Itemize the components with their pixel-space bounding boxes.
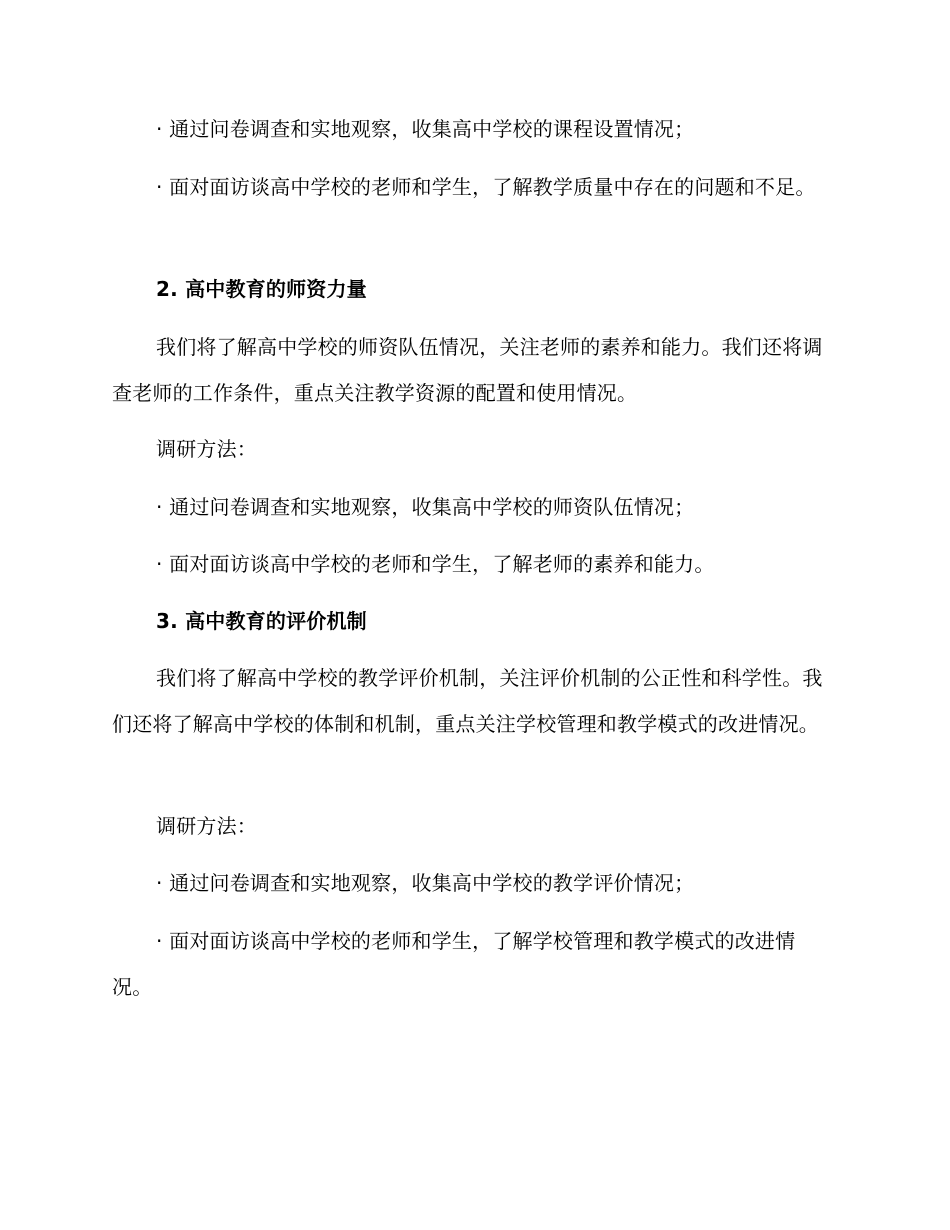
bullet-evaluation-survey: · 通过问卷调查和实地观察，收集高中学校的教学评价情况；	[156, 871, 695, 895]
paragraph-faculty: 我们将了解高中学校的师资队伍情况，关注老师的素养和能力。我们还将调查老师的工作条件，重点关注教学资源的配置和使用情况。	[112, 335, 823, 405]
methods-label-faculty: 调研方法：	[156, 437, 257, 461]
bullet-faculty-interview: · 面对面访谈高中学校的老师和学生，了解老师的素养和能力。	[156, 552, 715, 576]
bullet-faculty-survey: · 通过问卷调查和实地观察，收集高中学校的师资队伍情况；	[156, 495, 695, 519]
section-heading-evaluation: 3. 高中教育的评价机制	[156, 609, 367, 633]
methods-label-evaluation: 调研方法：	[156, 814, 257, 838]
paragraph-evaluation: 我们将了解高中学校的教学评价机制，关注评价机制的公正性和科学性。我们还将了解高中学校的体制和机制，重点关注学校管理和教学模式的改进情况。	[112, 666, 823, 736]
bullet-course-survey: · 通过问卷调查和实地观察，收集高中学校的课程设置情况；	[156, 117, 695, 141]
bullet-teaching-interview: · 面对面访谈高中学校的老师和学生，了解教学质量中存在的问题和不足。	[156, 175, 816, 199]
bullet-evaluation-interview: · 面对面访谈高中学校的老师和学生，了解学校管理和教学模式的改进情况。	[112, 929, 796, 999]
section-heading-faculty: 2. 高中教育的师资力量	[156, 277, 367, 301]
